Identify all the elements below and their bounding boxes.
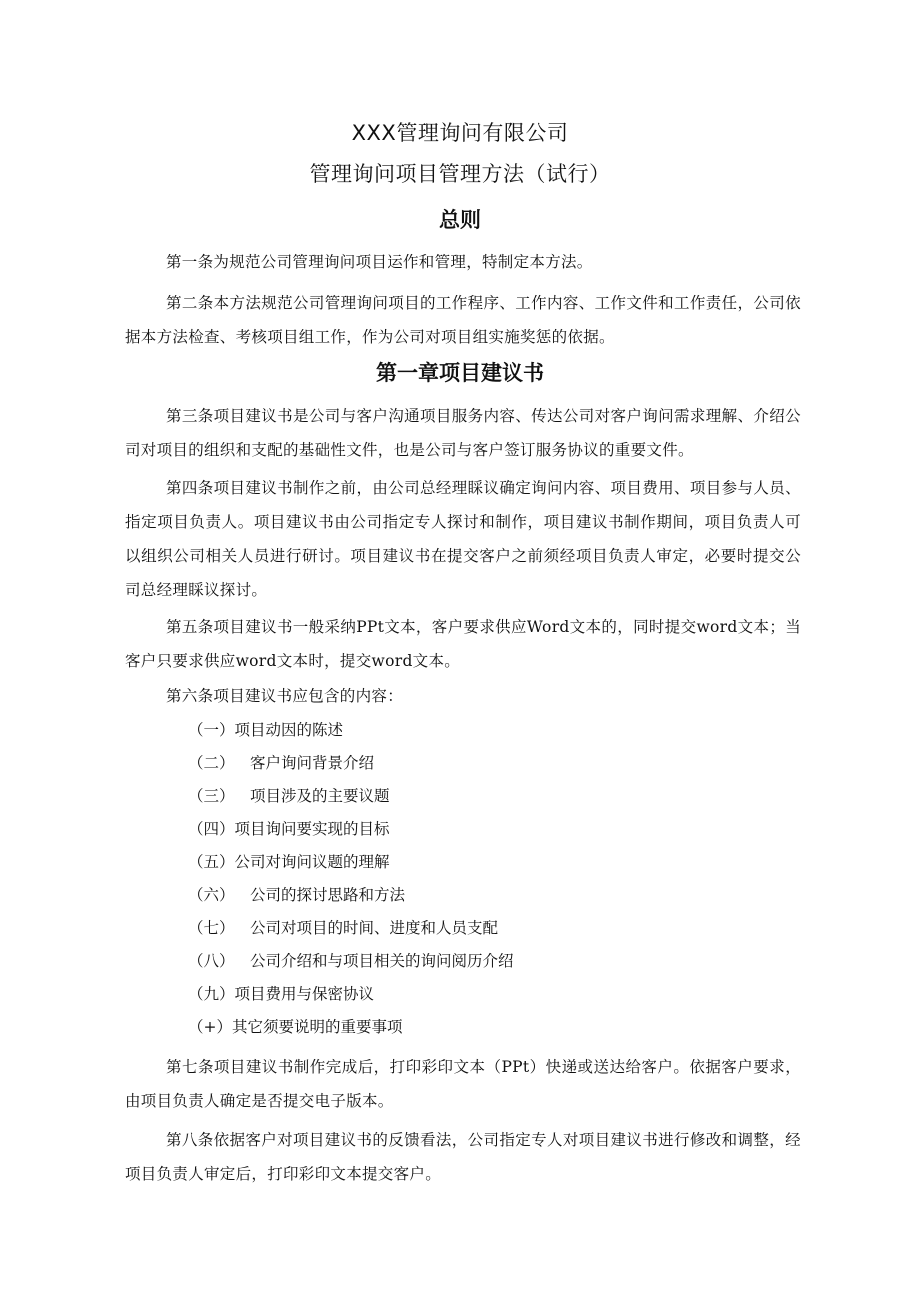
list-item-text: 公司对询问议题的理解 — [234, 853, 390, 871]
list-item-text: 其它须要说明的重要事项 — [232, 1018, 403, 1036]
list-item — [188, 817, 788, 841]
list-item-number: （八） — [188, 952, 235, 970]
list-item-text: 项目涉及的主要议题 — [250, 787, 390, 805]
document-title: 管理询问项目管理方法（试行） — [309, 162, 611, 186]
list-item-number: （三） — [188, 787, 235, 805]
list-item-text: 客户询问背景介绍 — [250, 754, 375, 772]
list-item-number: （一） — [188, 721, 235, 739]
list-item-text: 项目动因的陈述 — [234, 721, 344, 739]
list-item-text: 公司对项目的时间、进度和人员支配 — [250, 919, 499, 937]
article-2: 第二条本方法规范公司管理询问项目的工作程序、工作内容、工作文件和工作责任，公司依据本方法检查、考核项目组工作，作为公司对项目组实施奖惩的依据。 — [125, 294, 801, 346]
list-item-text: 公司介绍和与项目相关的询问阅历介绍 — [250, 952, 514, 970]
list-item — [188, 883, 788, 907]
list-item-number: （五） — [188, 853, 235, 871]
list-item — [188, 850, 788, 874]
list-item-number: （+） — [188, 1018, 232, 1036]
list-item — [188, 718, 788, 742]
article-3: 第三条项目建议书是公司与客户沟通项目服务内容、传达公司对客户询问需求理解、介绍公司对项目的组织和支配的基础性文件，也是公司与客户签订服务协议的重要文件。 — [125, 407, 801, 459]
list-item — [188, 949, 788, 973]
article-7: 第七条项目建议书制作完成后，打印彩印文本（PPt）快递或送达给客户。依据客户要求，由项目负责人确定是否提交电子版本。 — [125, 1058, 801, 1110]
list-item-text: 项目询问要实现的目标 — [234, 820, 390, 838]
article-8: 第八条依据客户对项目建议书的反馈看法，公司指定专人对项目建议书进行修改和调整，经项目负责人审定后，打印彩印文本提交客户。 — [125, 1131, 801, 1183]
list-item-number: （九） — [188, 985, 235, 1003]
list-item-number: （六） — [188, 886, 235, 904]
list-item — [188, 784, 788, 808]
list-item — [188, 751, 788, 775]
article-1: 第一条为规范公司管理询问项目运作和管理，特制定本方法。 — [166, 253, 593, 271]
section-heading-general: 总则 — [439, 208, 481, 232]
list-item — [188, 982, 788, 1006]
company-name: XXX管理询问有限公司 — [351, 121, 569, 145]
article-6: 第六条项目建议书应包含的内容： — [166, 687, 404, 705]
article-5: 第五条项目建议书一般采纳PPt文本，客户要求供应Word文本的，同时提交word文本；当客户只要求供应word文本时，提交word文本。 — [125, 618, 801, 670]
chapter-1-heading: 第一章项目建议书 — [376, 361, 544, 385]
list-item-text: 公司的探讨思路和方法 — [250, 886, 406, 904]
list-item-text: 项目费用与保密协议 — [234, 985, 375, 1003]
list-item-number: （四） — [188, 820, 235, 838]
article-4: 第四条项目建议书制作之前，由公司总经理睬议确定询问内容、项目费用、项目参与人员、指定项目负责人。项目建议书由公司指定专人探讨和制作，项目建议书制作期间，项目负责人可以组织公司相关人员进行研讨。项目建议书在提交客户之前须经项目负责人审定，必要时提交公司总经理睬议探讨。 — [125, 479, 801, 599]
list-item — [188, 916, 788, 940]
list-item-number: （七） — [188, 919, 235, 937]
list-item — [188, 1015, 788, 1039]
list-item-number: （二） — [188, 754, 235, 772]
